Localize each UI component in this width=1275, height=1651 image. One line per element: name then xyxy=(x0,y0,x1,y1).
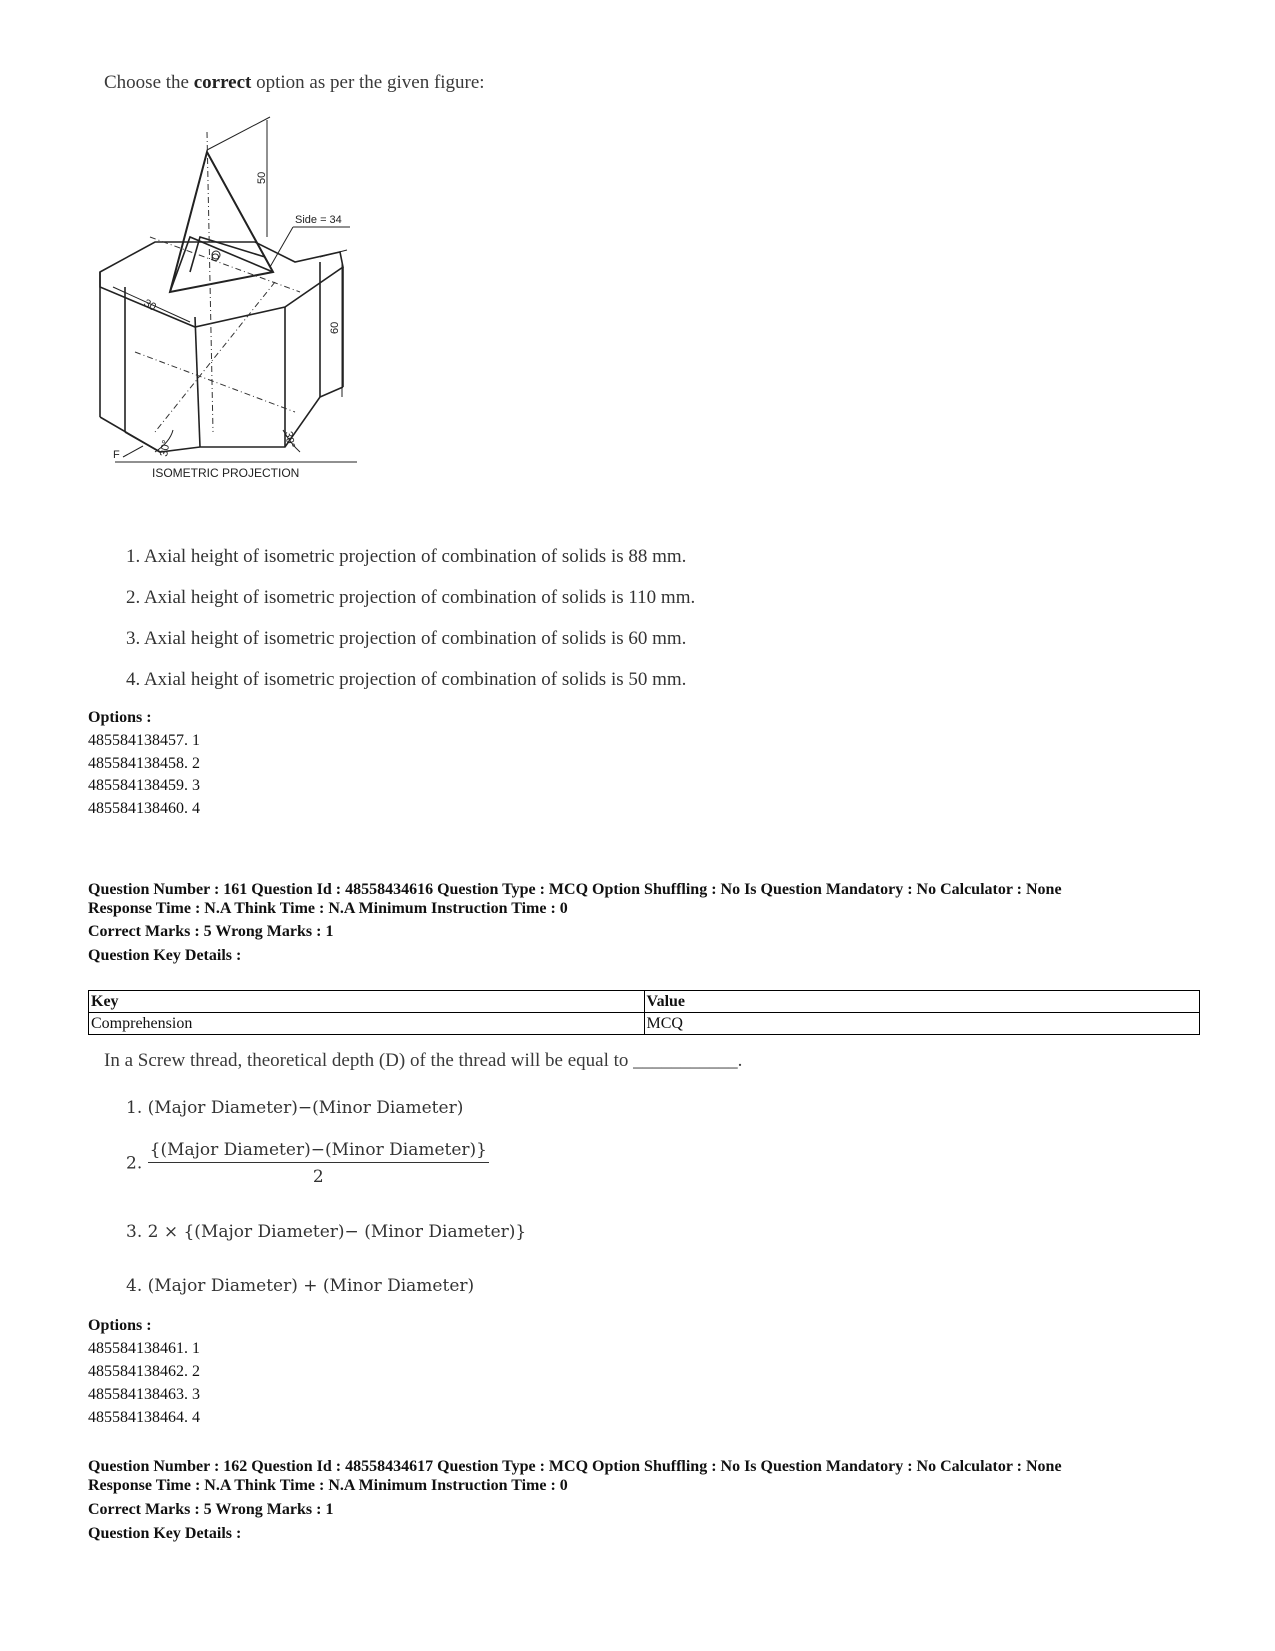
q161-options-label: Options : xyxy=(88,1317,152,1334)
figure-caption: ISOMETRIC PROJECTION xyxy=(152,466,300,480)
q162-meta-line1: Question Number : 162 Question Id : 48558434617 Question Type : MCQ Option Shuffling : No Is Question Mandatory : No Calculator : None xyxy=(88,1458,1062,1475)
fraction-numerator: {(Major Diameter)−(Minor Diameter)} xyxy=(148,1140,489,1163)
prism-edge-front1 xyxy=(195,317,200,447)
axis-diag2 xyxy=(135,352,295,412)
q160-options-label: Options : xyxy=(88,709,152,726)
table-cell-key: Comprehension xyxy=(89,1013,645,1035)
q161-choice-2-fraction xyxy=(148,1140,489,1187)
isometric-projection-figure xyxy=(95,112,385,512)
q160-option-1: 485584138457. 1 xyxy=(88,732,200,749)
center-label: O xyxy=(211,252,220,264)
q160-statement-4: 4. Axial height of isometric projection of combination of solids is 50 mm. xyxy=(126,669,687,690)
q161-meta-line2: Response Time : N.A Think Time : N.A Minimum Instruction Time : 0 xyxy=(88,900,568,917)
q160-option-2: 485584138458. 2 xyxy=(88,755,200,772)
q161-meta-line1: Question Number : 161 Question Id : 48558434616 Question Type : MCQ Option Shuffling : No Is Question Mandatory : No Calculator : None xyxy=(88,881,1062,898)
dim-label-60: 60 xyxy=(329,321,341,334)
q160-option-4: 485584138460. 4 xyxy=(88,800,200,817)
q160-statement-2: 2. Axial height of isometric projection of combination of solids is 110 mm. xyxy=(126,587,696,608)
q161-choice-3: 3. 2 × {(Major Diameter)− (Minor Diameter)} xyxy=(126,1222,527,1242)
q160-intro: Choose the correct option as per the given figure: xyxy=(104,72,485,93)
q161-intro: In a Screw thread, theoretical depth (D) of the thread will be equal to ___________. xyxy=(104,1050,743,1071)
q161-marks: Correct Marks : 5 Wrong Marks : 1 xyxy=(88,923,334,940)
q161-option-4: 485584138464. 4 xyxy=(88,1409,200,1426)
angle-label-right: 30° xyxy=(282,430,297,449)
prism-top-outline xyxy=(100,242,343,327)
front-arrow xyxy=(123,446,143,457)
q161-key-table xyxy=(88,990,1200,1035)
q161-option-3: 485584138463. 3 xyxy=(88,1386,200,1403)
axis-diag3 xyxy=(155,282,275,432)
q161-option-2: 485584138462. 2 xyxy=(88,1363,200,1380)
dim-label-30: 30 xyxy=(141,297,159,314)
q161-key-details: Question Key Details : xyxy=(88,947,242,964)
side-leader xyxy=(270,227,293,267)
q160-statement-1: 1. Axial height of isometric projection of combination of solids is 88 mm. xyxy=(126,546,687,567)
table-cell-value: MCQ xyxy=(644,1013,1200,1035)
q162-key-details: Question Key Details : xyxy=(88,1525,242,1542)
table-header-row xyxy=(89,991,1200,1013)
q161-choice-4: 4. (Major Diameter) + (Minor Diameter) xyxy=(126,1276,475,1296)
q161-option-1: 485584138461. 1 xyxy=(88,1340,200,1357)
q160-statement-3: 3. Axial height of isometric projection of combination of solids is 60 mm. xyxy=(126,628,687,649)
dim-label-50: 50 xyxy=(256,171,268,184)
q161-choice-2-prefix: 2. xyxy=(126,1153,143,1174)
q161-choice-1: 1. (Major Diameter)−(Minor Diameter) xyxy=(126,1098,464,1118)
axis-center xyxy=(207,132,213,432)
angle-label-left: 30° xyxy=(158,439,173,458)
prism-bottom-mid xyxy=(125,432,160,452)
q161-choice-2 xyxy=(126,1140,489,1187)
q162-marks: Correct Marks : 5 Wrong Marks : 1 xyxy=(88,1501,334,1518)
table-header-value: Value xyxy=(644,991,1200,1013)
fraction-denominator: 2 xyxy=(312,1167,324,1187)
q162-meta-line2: Response Time : N.A Think Time : N.A Minimum Instruction Time : 0 xyxy=(88,1477,568,1494)
dim-ext-60 xyxy=(320,250,347,257)
table-row xyxy=(89,1013,1200,1035)
q160-intro-bold: correct xyxy=(193,72,252,93)
side-label: Side = 34 xyxy=(295,214,342,226)
dim-ext-50a xyxy=(207,117,270,150)
table-header-key: Key xyxy=(89,991,645,1013)
prism-bottom-outline xyxy=(100,387,343,452)
q160-option-3: 485584138459. 3 xyxy=(88,777,200,794)
front-label: F xyxy=(113,449,120,461)
